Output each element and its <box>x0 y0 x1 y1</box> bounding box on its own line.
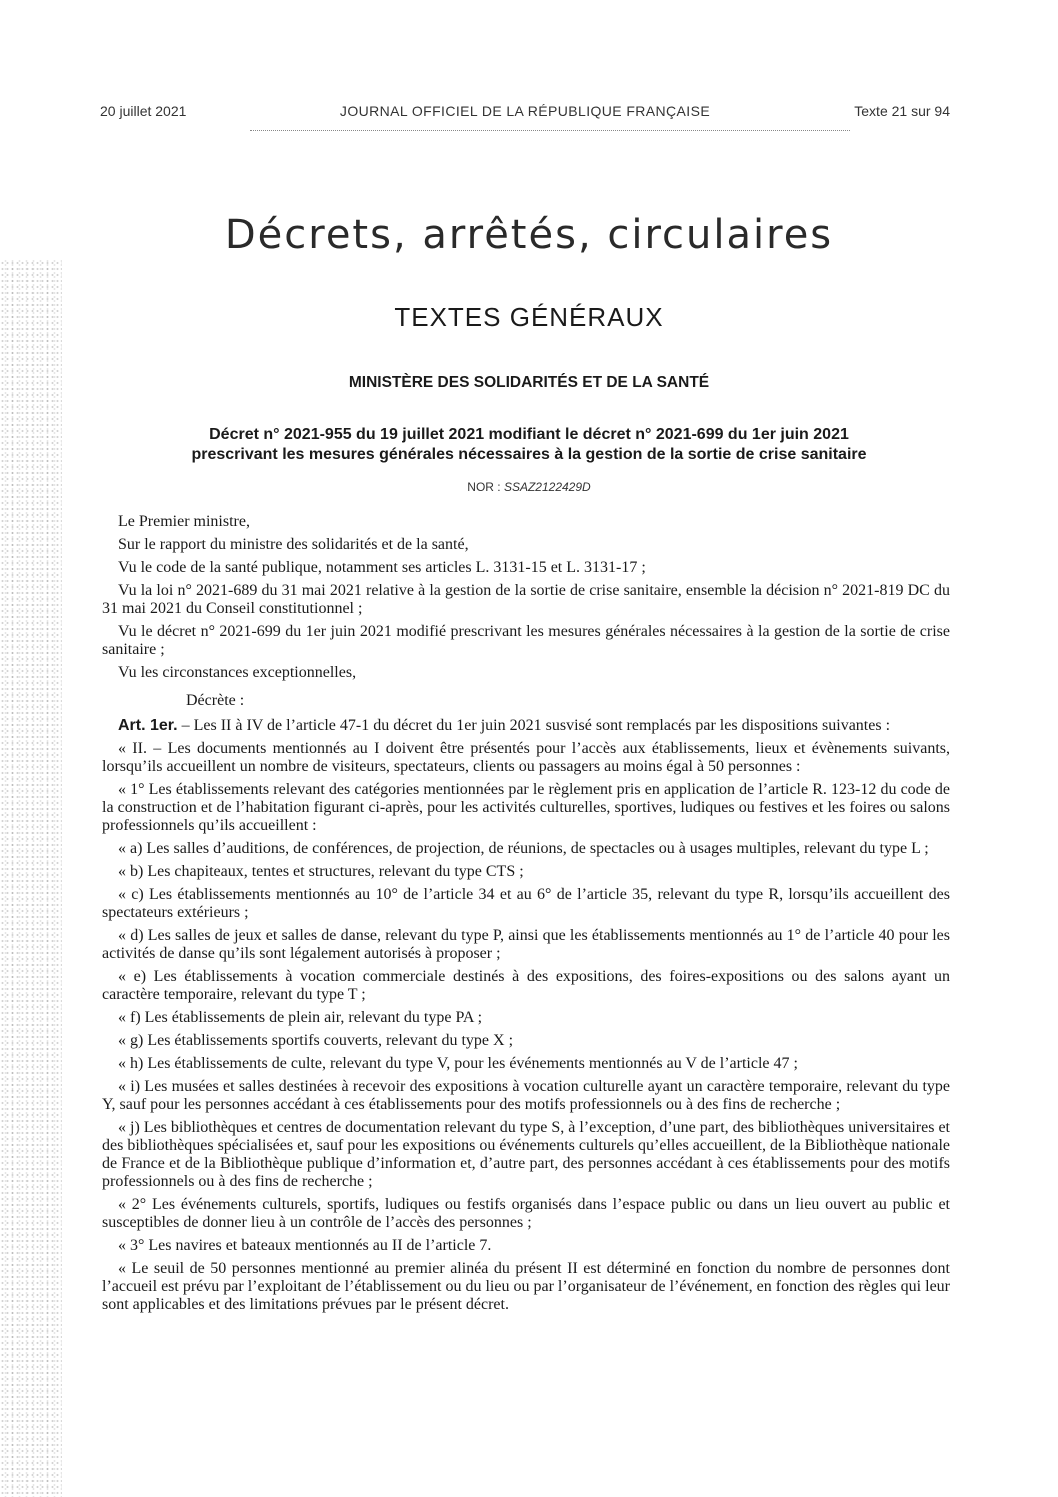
article-paragraph: « II. – Les documents mentionnés au I doivent être présentés pour l’accès aux établissements, lieux et évènements suivants, lorsqu’ils accueillent un nombre de visiteurs, spectateurs, clients ou passagers au moins égal à 50 personnes : <box>102 740 950 775</box>
article-label: Art. 1er. <box>118 717 178 734</box>
section-title: TEXTES GÉNÉRAUX <box>394 302 664 332</box>
header-date: 20 juillet 2021 <box>100 103 187 119</box>
article-paragraph: « Le seuil de 50 personnes mentionné au premier alinéa du présent II est déterminé en fonction du nombre de personnes dont l’accueil est prévu par l’exploitant de l’établissement ou du lieu ou par l’organisateur de l’événement, en fonction des règles qui leur sont applicables et des limitations prévues par le présent décret. <box>102 1260 950 1313</box>
nor-code: SSAZ2122429D <box>503 480 591 494</box>
running-header <box>100 103 950 123</box>
preamble-line: Le Premier ministre, <box>118 513 250 530</box>
article-1-intro <box>102 717 950 735</box>
decree-title-line-2: prescrivant les mesures générales nécessaires à la gestion de la sortie de crise sanitaire <box>191 446 867 463</box>
header-divider <box>250 130 850 131</box>
nor-reference <box>0 480 1058 494</box>
article-paragraph: « j) Les bibliothèques et centres de documentation relevant du type S, à l’exception, d’une part, des bibliothèques universitaires et des bibliothèques spécialisées et, sauf pour les expositions ou événements culturels qu’elles accueillent, de la Bibliothèque nationale de France et de la Bibliothèque publique d’information et, d’autre part, des personnes accédant à ces établissements pour des motifs professionnels ou à des fins de recherche ; <box>102 1119 950 1190</box>
article-paragraph: « 2° Les événements culturels, sportifs, ludiques ou festifs organisés dans l’espace public ou dans un lieu ouvert au public et susceptibles de donner lieu à un contrôle de l’accès des personnes ; <box>102 1196 950 1231</box>
preamble-line: Vu le décret n° 2021-699 du 1er juin 2021 modifié prescrivant les mesures générales nécessaires à la gestion de la sortie de crise sanitaire ; <box>102 623 950 658</box>
decree-body <box>102 513 950 1319</box>
article-paragraph: « f) Les établissements de plein air, relevant du type PA ; <box>118 1009 483 1026</box>
header-journal-title: JOURNAL OFFICIEL DE LA RÉPUBLIQUE FRANÇAISE <box>339 103 711 119</box>
header-text-number: Texte 21 sur 94 <box>854 103 950 119</box>
article-paragraph: « 1° Les établissements relevant des catégories mentionnées par le règlement pris en application de l’article R. 123-12 du code de la construction et de l’habitation figurant ci-après, pour les activités culturelles, sportives, ludiques ou festives et les foires ou salons professionnels qu’ils accueillent : <box>102 781 950 834</box>
article-paragraph: « c) Les établissements mentionnés au 10° de l’article 34 et au 6° de l’article 35, relevant du type R, lorsqu’ils accueillent des spectateurs extérieurs ; <box>102 886 950 921</box>
preamble-line: Vu le code de la santé publique, notamment ses articles L. 3131-15 et L. 3131-17 ; <box>118 559 646 576</box>
article-paragraph: « b) Les chapiteaux, tentes et structures, relevant du type CTS ; <box>118 863 524 880</box>
preamble-line: Vu les circonstances exceptionnelles, <box>118 664 357 681</box>
decrete-statement: Décrète : <box>186 692 245 709</box>
decree-title <box>0 425 1058 465</box>
article-text: – Les II à IV de l’article 47-1 du décret du 1er juin 2021 susvisé sont remplacés par les dispositions suivantes : <box>177 717 891 734</box>
article-paragraph: « d) Les salles de jeux et salles de danse, relevant du type P, ainsi que les établissements mentionnés au 1° de l’article 40 pour les activités de danse qu’ils sont légalement autorisés à proposer ; <box>102 927 950 962</box>
article-paragraph: « h) Les établissements de culte, relevant du type V, pour les événements mentionnés au V de l’article 47 ; <box>118 1055 798 1072</box>
article-paragraph: « i) Les musées et salles destinées à recevoir des expositions à vocation culturelle ayant un caractère temporaire, relevant du type Y, sauf pour les personnes accédant à ces établissements pour des motifs professionnels ou à des fins de recherche ; <box>102 1078 950 1113</box>
preamble-line: Vu la loi n° 2021-689 du 31 mai 2021 relative à la gestion de la sortie de crise sanitaire, ensemble la décision n° 2021-819 DC du 31 mai 2021 du Conseil constitutionnel ; <box>102 582 950 617</box>
article-paragraph: « g) Les établissements sportifs couverts, relevant du type X ; <box>118 1032 514 1049</box>
article-paragraph: « a) Les salles d’auditions, de conférences, de projection, de réunions, de spectacles ou à usages multiples, relevant du type L ; <box>118 840 929 857</box>
article-paragraph: « e) Les établissements à vocation commerciale destinés à des expositions, des foires-expositions ou des salons ayant un caractère temporaire, relevant du type T ; <box>102 968 950 1003</box>
page-title: Décrets, arrêtés, circulaires <box>224 212 834 258</box>
nor-label: NOR : <box>467 480 504 494</box>
decree-title-line-1: Décret n° 2021-955 du 19 juillet 2021 modifiant le décret n° 2021-699 du 1er juin 2021 <box>209 426 849 443</box>
article-paragraph: « 3° Les navires et bateaux mentionnés au II de l’article 7. <box>118 1237 492 1254</box>
preamble-line: Sur le rapport du ministre des solidarités et de la santé, <box>118 536 469 553</box>
ministry-heading: MINISTÈRE DES SOLIDARITÉS ET DE LA SANTÉ <box>348 374 710 391</box>
